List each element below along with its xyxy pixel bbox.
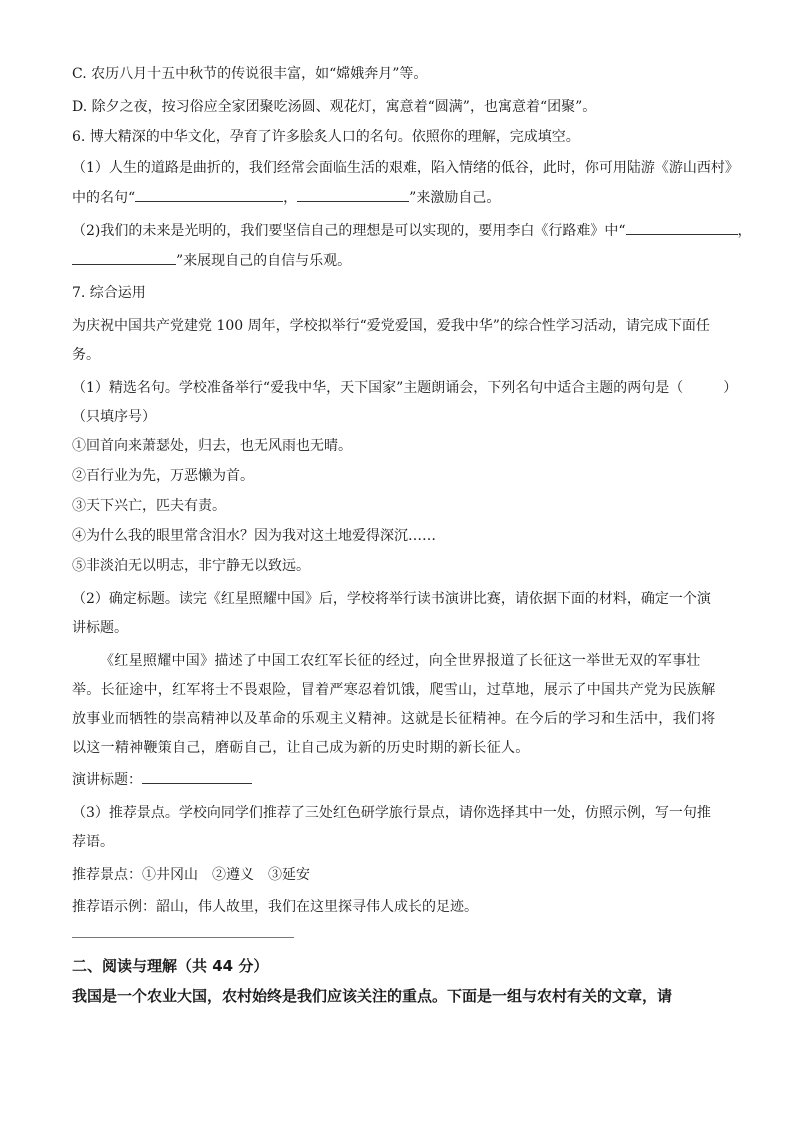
speech-title-row: [72, 769, 722, 790]
recommended-spots: 推荐景点：①井冈山 ②遵义 ③延安: [72, 867, 310, 883]
q6-part1-text-c: ”来激励自己。: [409, 190, 501, 206]
section-2-title: 二、阅读与理解（共 44 分）: [72, 957, 269, 975]
q7-sub1: [72, 378, 738, 398]
q6-part1-line1: （1）人生的道路是曲折的，我们经常会面临生活的艰难，陷入情绪的低谷，此时，你可用陆游《游山西村》: [72, 160, 739, 176]
question-6-stem: 6. 博大精深的中华文化，孕育了许多脍炙人口的名句。依照你的理解，完成填空。: [72, 129, 580, 145]
answer-blank[interactable]: [72, 250, 176, 265]
q7-sub2: （2）确定标题。读完《红星照耀中国》后，学校将举行读书演讲比赛，请依据下面的材料，确定一个演讲标题。: [72, 591, 711, 636]
answer-blank[interactable]: [135, 187, 283, 202]
quote-item-5: ⑤非淡泊无以明志，非宁静无以致远。: [72, 558, 310, 574]
q7-sub1-note: （只填序号）: [72, 409, 156, 425]
q6-part1-comma: ，: [283, 190, 298, 206]
section-divider: [72, 937, 294, 938]
option-c: C. 农历八月十五中秋节的传说很丰富，如“嫦娥奔月”等。: [72, 66, 428, 82]
option-d: D. 除夕之夜，按习俗应全家团聚吃汤圆、观花灯，寓意着“圆满”，也寓意着“团聚”。: [72, 99, 597, 115]
reading-excerpt: 《红星照耀中国》描述了中国工农红军长征的经过，向全世界报道了长征这一举世无双的军事壮举。长征途中，红军将士不畏艰险，冒着严寒忍着饥饿，爬雪山，过草地，展示了中国共产党为民族解放事业而牺牲的崇高精神以及革命的乐观主义精神。这就是长征精神。在今后的学习和生活中，我们将以这一精神鞭策自己，磨砺自己，让自己成为新的历史时期的新长征人。: [72, 653, 716, 756]
answer-blank[interactable]: [297, 187, 409, 202]
q7-intro: 为庆祝中国共产党建党 100 周年，学校拟举行“爱党爱国，爱我中华”的综合性学习活动，请完成下面任务。: [72, 318, 710, 363]
q6-part2-text-b: ”来展现自己的自信与乐观。: [176, 253, 352, 269]
q6-part1-text-a: 中的名句“: [72, 190, 136, 206]
quote-item-4: ④为什么我的眼里常含泪水？因为我对这土地爱得深沉……: [72, 528, 436, 544]
quote-item-2: ②百行业为先，万恶懒为首。: [72, 468, 254, 484]
answer-blank[interactable]: [626, 220, 738, 235]
section-2-intro: 我国是一个农业大国，农村始终是我们应该关注的重点。下面是一组与农村有关的文章，请: [72, 987, 673, 1005]
q7-sub1-text: （1）精选名句。学校准备举行“爱我中华，天下国家”主题朗诵会，下列名句中适合主题的两句是（: [72, 380, 684, 396]
q6-part1-line2: [72, 187, 722, 208]
speech-title-blank[interactable]: [142, 769, 252, 784]
q6-part2-text-a: （2)我们的未来是光明的，我们要坚信自己的理想是可以实现的，要用李白《行路难》中“: [72, 223, 626, 239]
q6-part2-line1: [72, 220, 752, 241]
quote-item-1: ①回首向来萧瑟处，归去，也无风雨也无晴。: [72, 438, 352, 454]
q6-part2-line2: [72, 250, 722, 271]
quote-item-3: ③天下兴亡，匹夫有责。: [72, 498, 226, 514]
q7-sub3: （3）推荐景点。学校向同学们推荐了三处红色研学旅行景点，请你选择其中一处，仿照示例，写一句推荐语。: [72, 805, 711, 850]
q7-sub1-close-paren: ）: [723, 380, 738, 396]
document-page: [72, 62, 752, 1008]
question-7-title: 7. 综合运用: [72, 285, 146, 301]
speech-title-label: 演讲标题：: [72, 772, 142, 788]
q6-part2-comma: ，: [737, 223, 752, 239]
recommendation-example: 推荐语示例：韶山，伟人故里，我们在这里探寻伟人成长的足迹。: [72, 899, 478, 915]
